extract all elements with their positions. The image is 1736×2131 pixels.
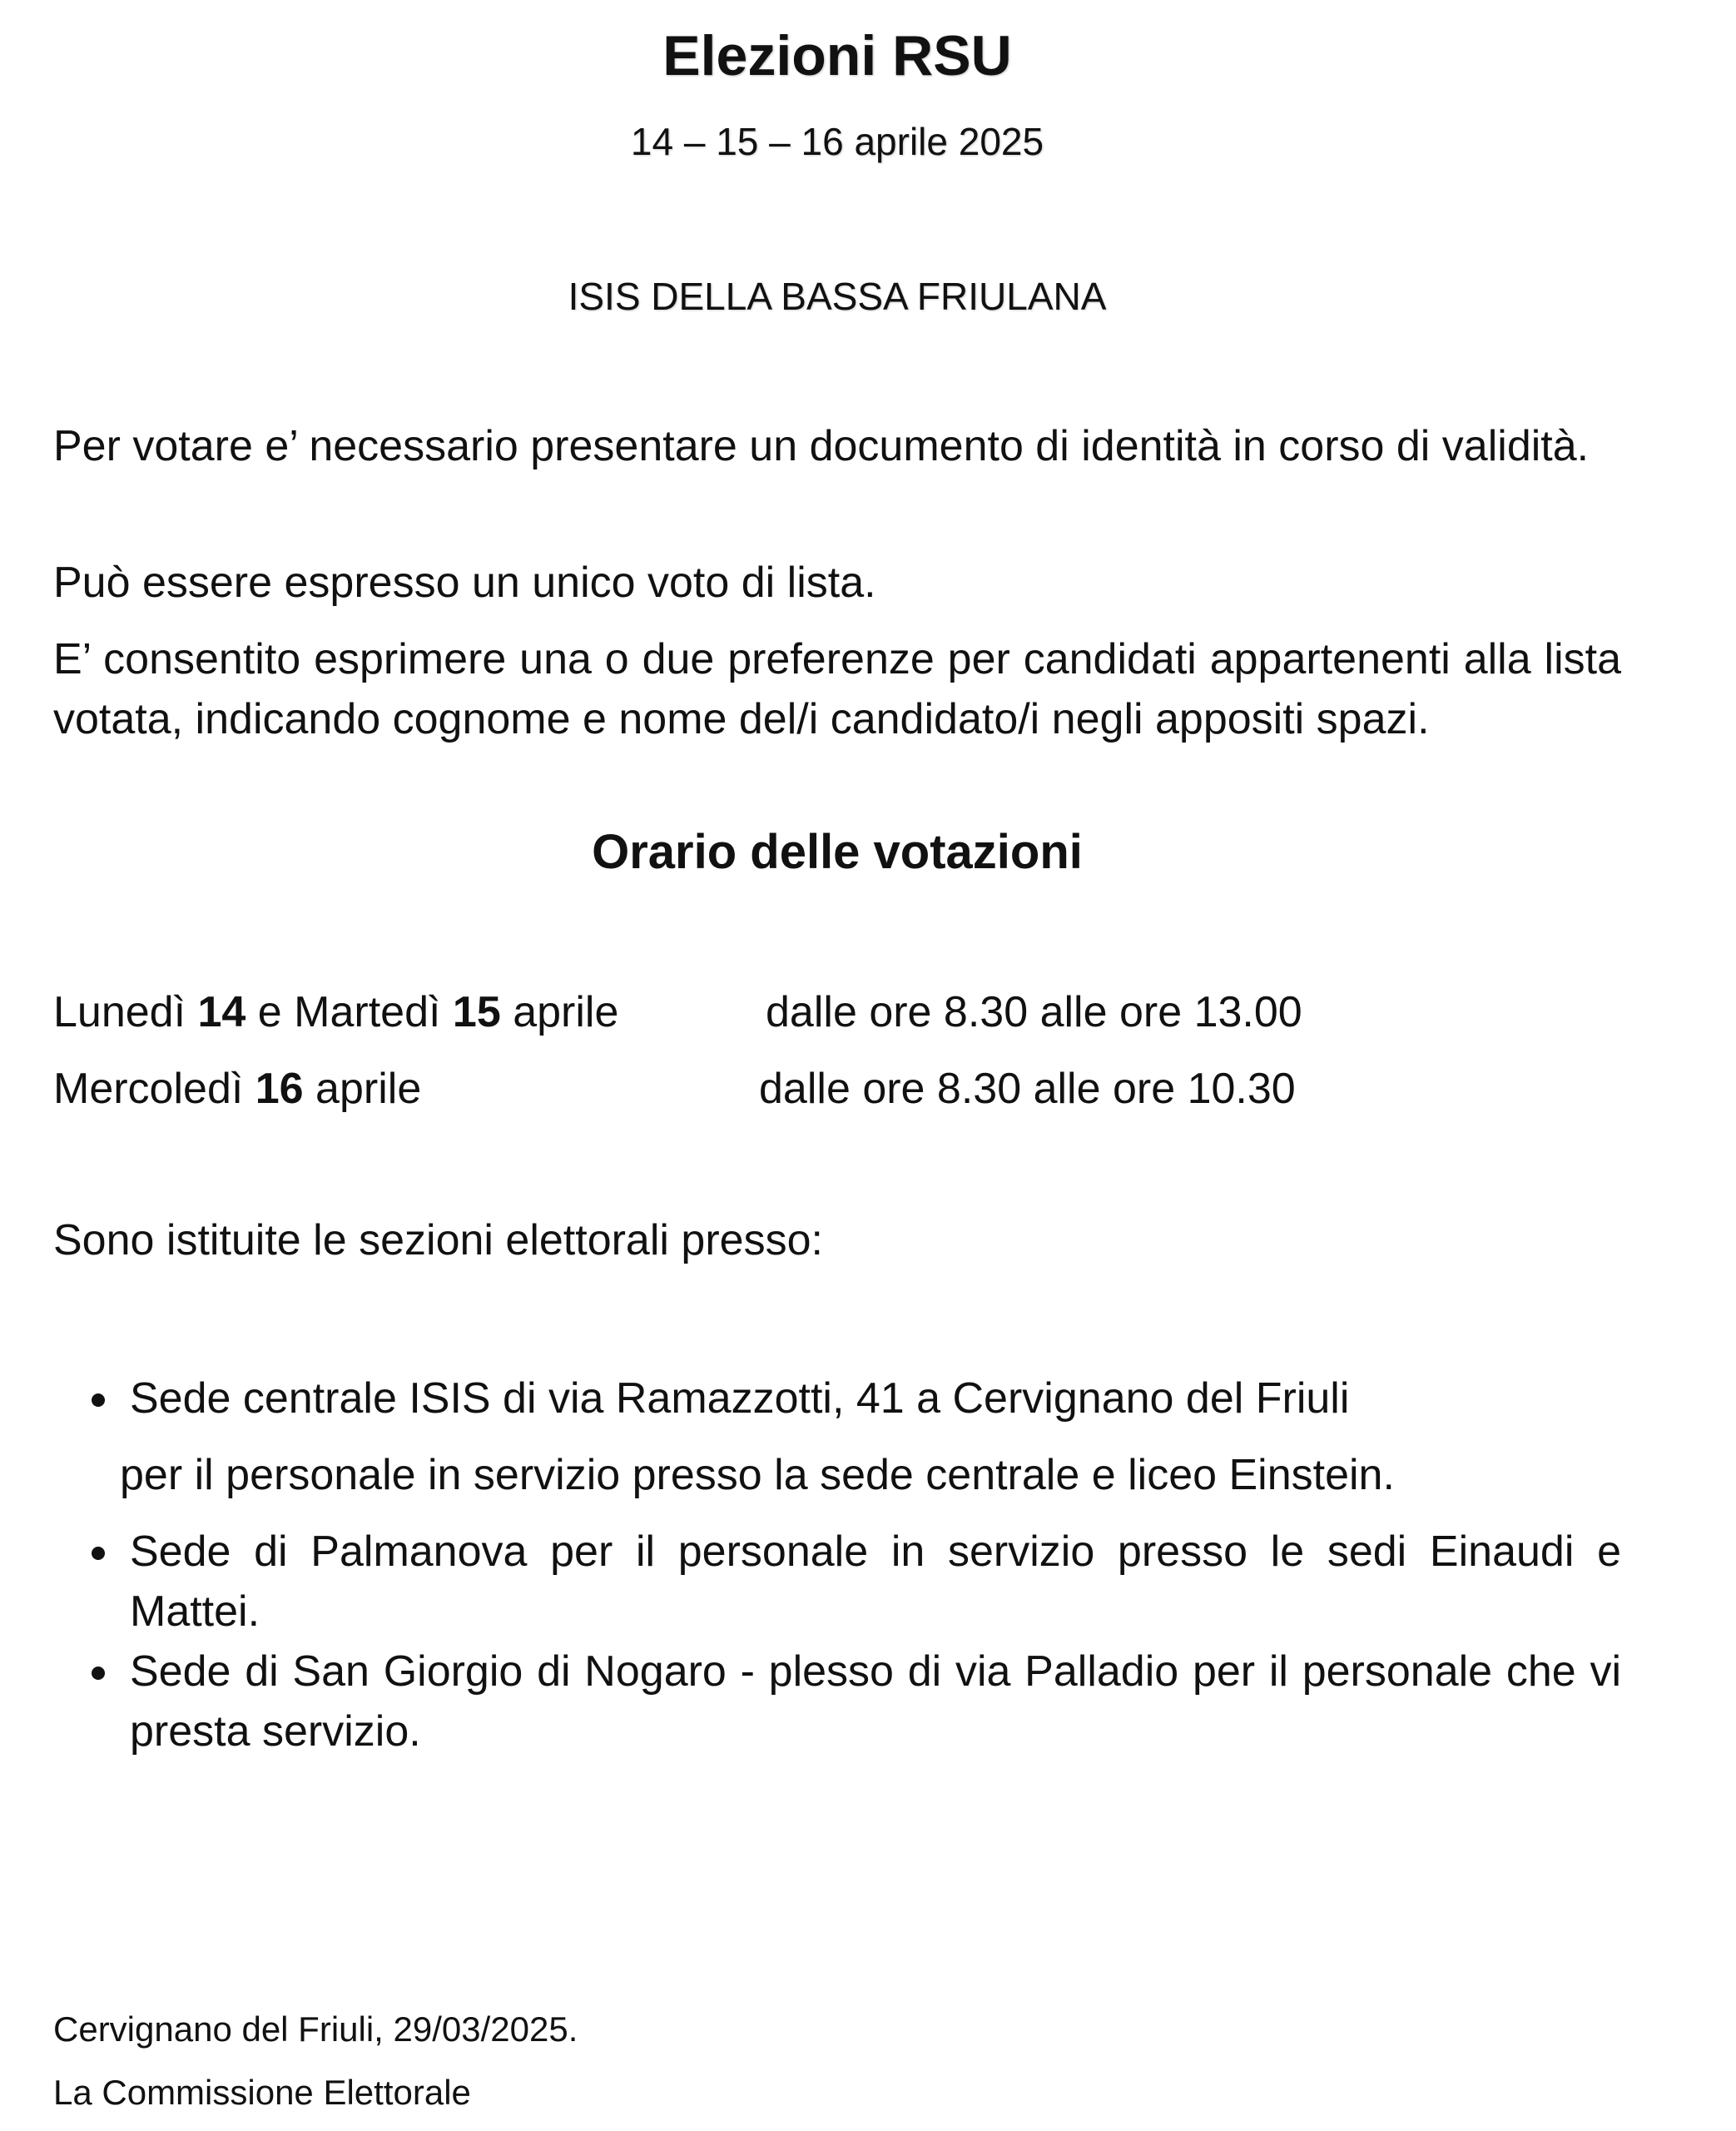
month-label: aprile <box>500 988 619 1036</box>
day-number-15: 15 <box>452 988 501 1036</box>
list-item-text: Sede di Palmanova per il personale in servizio presso le sedi Einaudi e Mattei. <box>130 1527 1621 1636</box>
day-number-16: 16 <box>255 1065 304 1113</box>
signature: La Commissione Elettorale <box>53 2073 471 2112</box>
day-name-wednesday: Mercoledì <box>53 1065 255 1113</box>
rule-preferences: E’ consentito esprimere una o due preferenze per candidati appartenenti alla lista votata, indicando cognome e nome del/i candidato/i negli appositi spazi. <box>53 635 1621 743</box>
bullet-icon <box>92 1667 105 1680</box>
day-name-tuesday: e Martedì <box>246 988 453 1036</box>
month-label: aprile <box>303 1065 422 1113</box>
document-page <box>53 0 1621 2131</box>
election-dates: 14 – 15 – 16 aprile 2025 <box>630 120 1044 163</box>
list-item-text: Sede centrale ISIS di via Ramazzotti, 41 a Cervignano del Friuli <box>130 1374 1350 1423</box>
sections-intro: Sono istituite le sezioni elettorali presso: <box>53 1216 823 1264</box>
school-name: ISIS DELLA BASSA FRIULANA <box>568 275 1107 318</box>
list-item-text: Sede di San Giorgio di Nogaro - plesso di via Palladio per il personale che vi presta servizio. <box>130 1647 1621 1756</box>
day-number-14: 14 <box>197 988 246 1036</box>
place-and-date: Cervignano del Friuli, 29/03/2025. <box>53 2009 578 2049</box>
rule-identity-document: Per votare e’ necessario presentare un documento di identità in corso di validità. <box>53 422 1590 470</box>
schedule-title: Orario delle votazioni <box>592 825 1083 879</box>
schedule-hours: dalle ore 8.30 alle ore 10.30 <box>759 1065 1296 1113</box>
rule-single-list-vote: Può essere espresso un unico voto di lista. <box>53 559 876 607</box>
list-item-continuation: per il personale in servizio presso la sede centrale e liceo Einstein. <box>120 1451 1395 1499</box>
document-title: Elezioni RSU <box>662 24 1012 87</box>
schedule-days <box>53 982 618 1042</box>
schedule-row-monday-tuesday <box>53 982 1621 1042</box>
schedule-hours: dalle ore 8.30 alle ore 13.00 <box>766 988 1302 1036</box>
bullet-icon <box>92 1393 105 1407</box>
schedule-row-wednesday <box>53 1059 1621 1119</box>
schedule-days <box>53 1059 421 1119</box>
bullet-icon <box>92 1547 105 1560</box>
day-name-monday: Lunedì <box>53 988 198 1036</box>
